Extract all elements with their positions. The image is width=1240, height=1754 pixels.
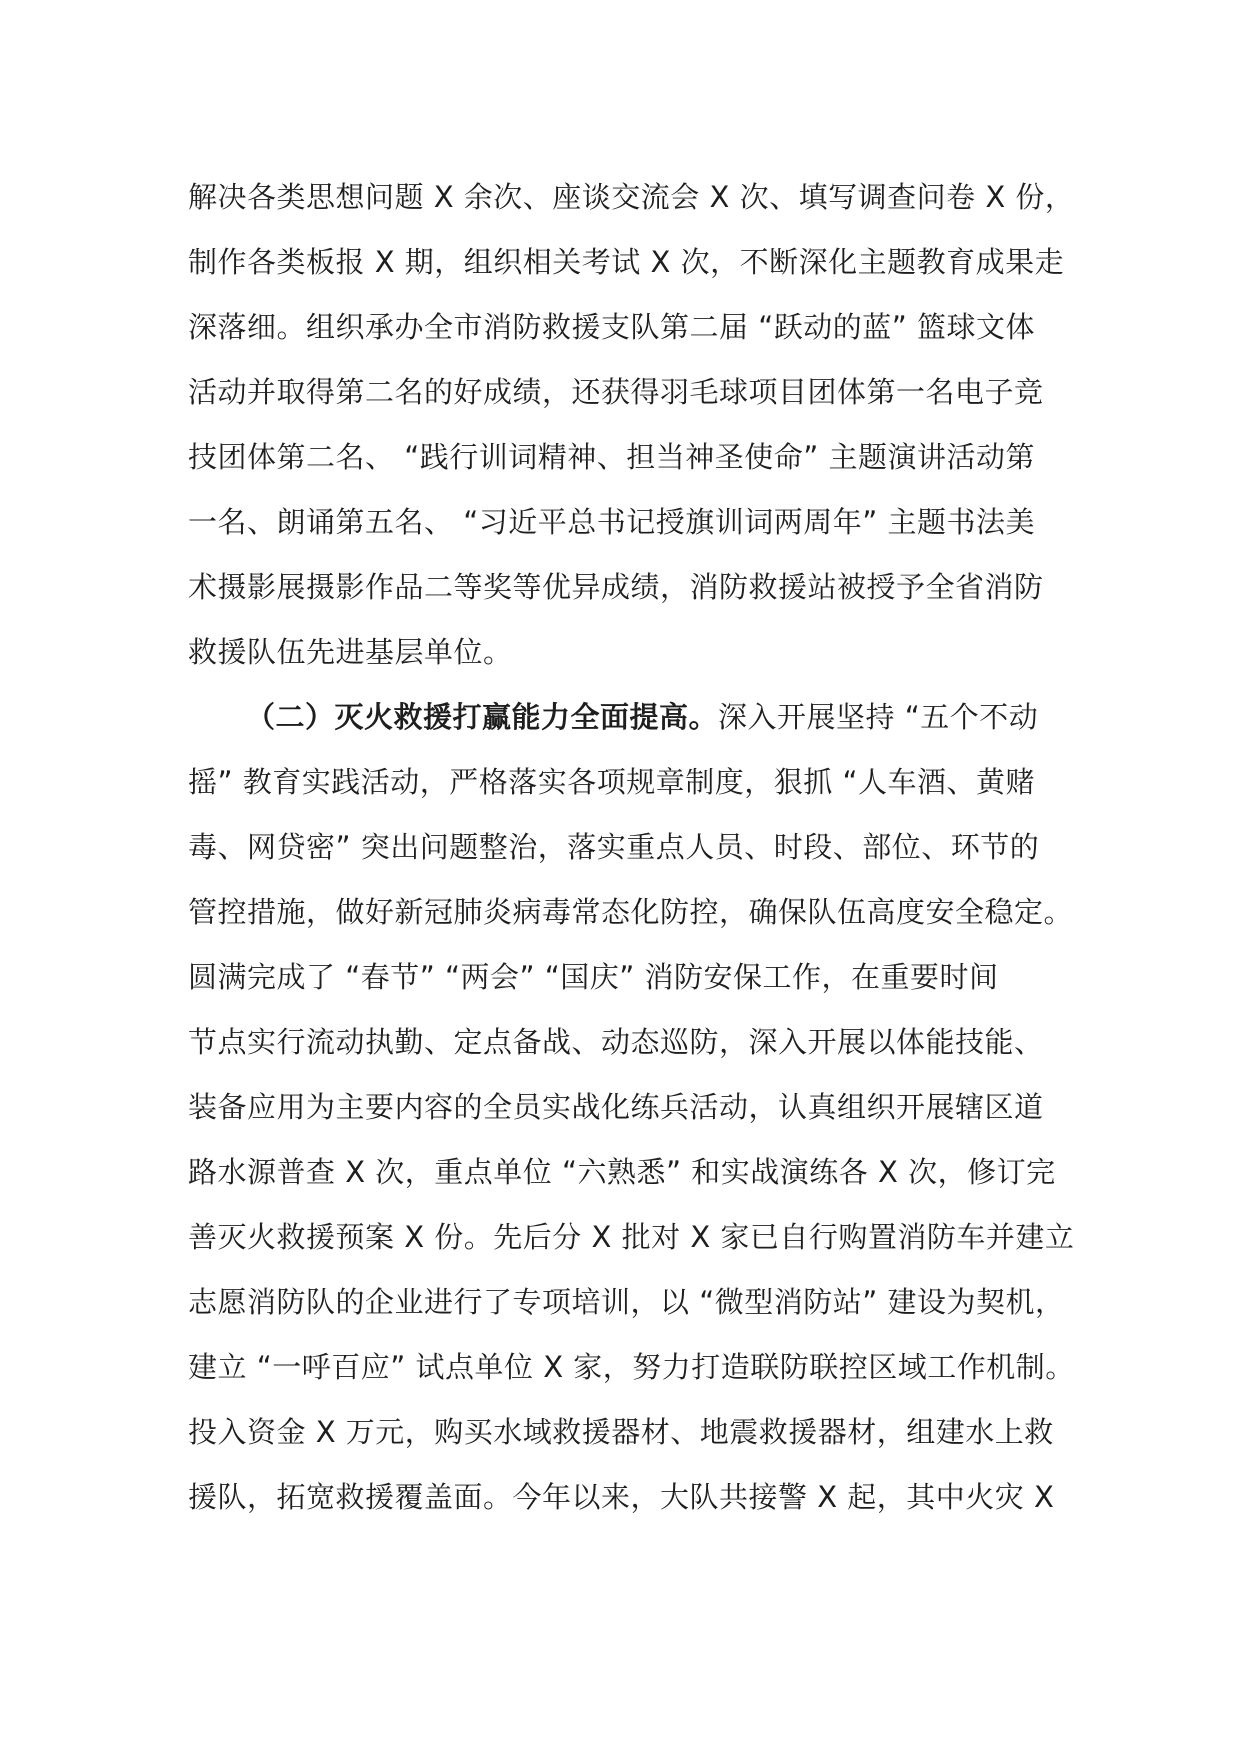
paragraph-line: 志愿消防队的企业进行了专项培训，以 “微型消防站” 建设为契机， bbox=[188, 1285, 1065, 1319]
paragraph-line: 一名、朗诵第五名、 “习近平总书记授旗训词两周年” 主题书法美 bbox=[188, 505, 1035, 539]
paragraph-line: 路水源普查 X 次，重点单位 “六熟悉” 和实战演练各 X 次，修订完 bbox=[188, 1155, 1056, 1189]
paragraph-line: 深落细。组织承办全市消防救援支队第二届 “跃动的蓝” 篮球文体 bbox=[188, 310, 1035, 344]
paragraph-line: 制作各类板报 X 期，组织相关考试 X 次，不断深化主题教育成果走 bbox=[188, 245, 1065, 279]
paragraph-line: 技团体第二名、 “践行训词精神、担当神圣使命” 主题演讲活动第 bbox=[188, 440, 1035, 474]
paragraph-line: 援队，拓宽救援覆盖面。今年以来，大队共接警 X 起，其中火灾 X bbox=[188, 1480, 1055, 1514]
paragraph-line: 善灭火救援预案 X 份。先后分 X 批对 X 家已自行购置消防车并建立 bbox=[188, 1220, 1075, 1254]
paragraph-line: 圆满完成了 “春节” “两会” “国庆” 消防安保工作，在重要时间 bbox=[188, 960, 999, 994]
paragraph-line: 救援队伍先进基层单位。 bbox=[188, 635, 513, 669]
paragraph-line: 活动并取得第二名的好成绩，还获得羽毛球项目团体第一名电子竞 bbox=[188, 375, 1044, 409]
paragraph-line: 解决各类思想问题 X 余次、座谈交流会 X 次、填写调查问卷 X 份， bbox=[188, 180, 1075, 214]
paragraph-line: 毒、网贷密” 突出问题整治，落实重点人员、时段、部位、环节的 bbox=[188, 830, 1040, 864]
paragraph-line: 节点实行流动执勤、定点备战、动态巡防，深入开展以体能技能、 bbox=[188, 1025, 1044, 1059]
paragraph-line: 摇” 教育实践活动，严格落实各项规章制度，狠抓 “人车酒、黄赌 bbox=[188, 765, 1035, 799]
paragraph-line: 建立 “一呼百应” 试点单位 X 家，努力打造联防联控区域工作机制。 bbox=[188, 1350, 1075, 1384]
paragraph-first-line-text: 深入开展坚持 “五个不动 bbox=[718, 700, 1039, 734]
paragraph-line: 管控措施，做好新冠肺炎病毒常态化防控，确保队伍高度安全稳定。 bbox=[188, 895, 1074, 929]
section-heading: （二）灭火救援打赢能力全面提高。 bbox=[246, 700, 719, 734]
paragraph-line: 术摄影展摄影作品二等奖等优异成绩，消防救援站被授予全省消防 bbox=[188, 570, 1044, 604]
paragraph-first-line bbox=[188, 685, 1088, 750]
paragraph-line: 投入资金 X 万元，购买水域救援器材、地震救援器材，组建水上救 bbox=[188, 1415, 1054, 1449]
paragraph-1 bbox=[188, 165, 1088, 685]
paragraph-line: 装备应用为主要内容的全员实战化练兵活动，认真组织开展辖区道 bbox=[188, 1090, 1044, 1124]
paragraph-2 bbox=[188, 685, 1088, 1530]
